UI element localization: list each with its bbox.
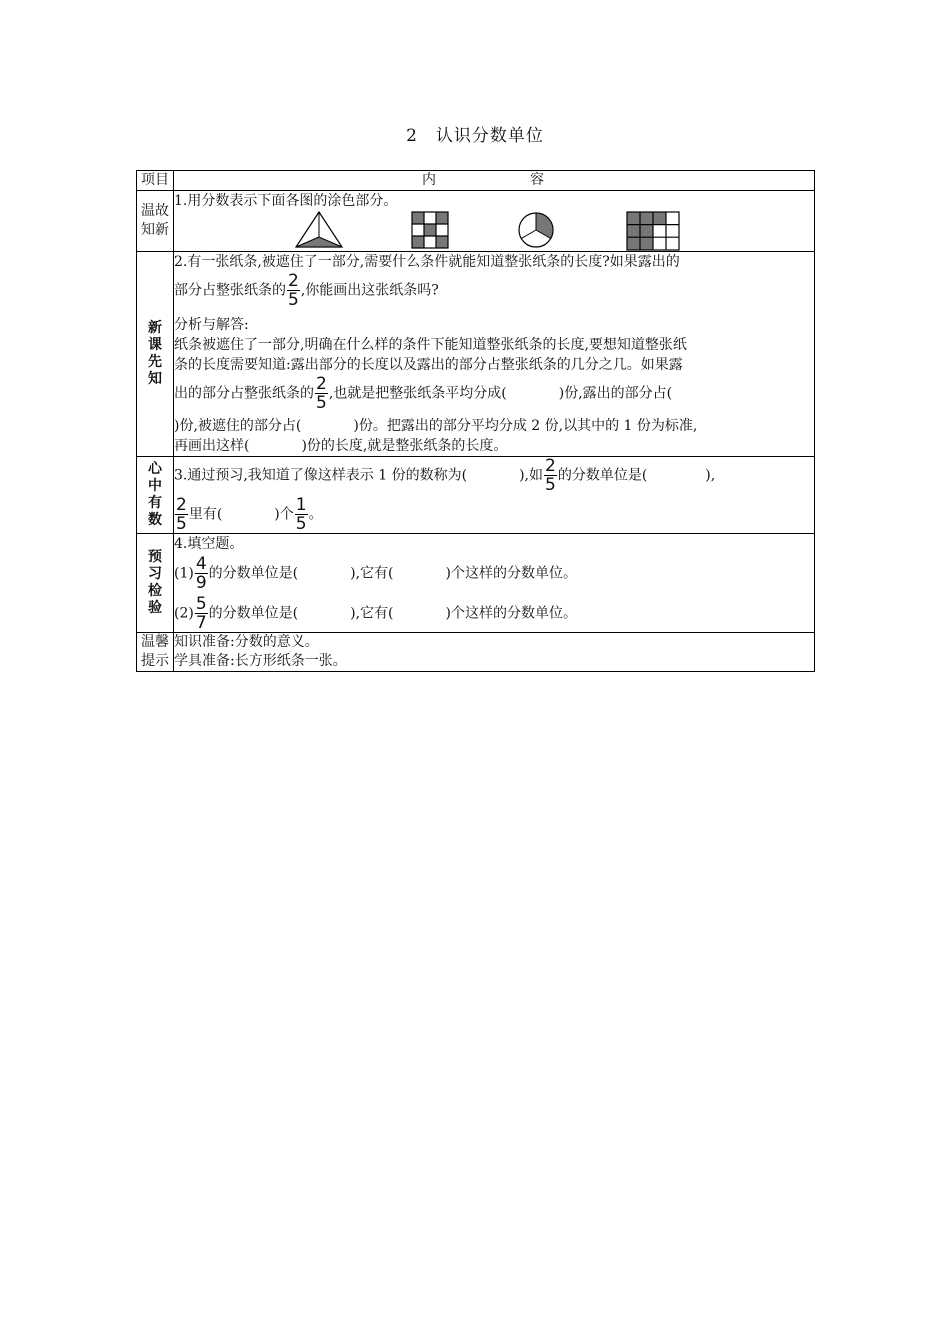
text: ,也就是把整张纸条平均分成( — [328, 385, 507, 402]
denominator: 5 — [316, 393, 327, 413]
mind-row — [137, 457, 815, 534]
denominator: 7 — [195, 613, 207, 633]
table-header-row — [137, 171, 815, 191]
numerator: 2 — [176, 495, 187, 515]
review-row — [137, 191, 815, 252]
text: 部分占整张纸条的 — [174, 282, 286, 299]
text: )份的长度,就是整张纸条的长度。 — [301, 438, 508, 454]
numerator: 5 — [195, 594, 207, 614]
analysis-line-4 — [174, 416, 814, 436]
denominator: 5 — [545, 475, 556, 495]
analysis-line-1: 纸条被遮住了一部分,明确在什么样的条件下能知道整张纸条的长度,要想知道整张纸 — [174, 337, 687, 353]
title-number: 2 — [406, 126, 418, 146]
mind-label — [137, 457, 174, 534]
tip-tools: 学具准备:长方形纸条一张。 — [174, 653, 347, 669]
numerator: 2 — [545, 456, 556, 476]
text: )份。把露出的部分平均分成 2 份,以其中的 1 份为标准, — [353, 418, 698, 434]
fraction — [295, 496, 308, 533]
label-char: 知 — [148, 371, 162, 387]
header-content: 内 容 — [174, 171, 815, 191]
text: 的分数单位是( — [557, 467, 648, 484]
label-char: 课 — [148, 337, 162, 353]
grid-3x4-figure — [626, 211, 680, 251]
title-text: 认识分数单位 — [435, 126, 544, 146]
denominator: 5 — [295, 514, 307, 534]
analysis-line-5 — [174, 436, 814, 456]
fraction — [315, 375, 328, 412]
review-label — [137, 191, 174, 252]
review-label-2: 知新 — [141, 222, 169, 238]
text: ),它有( — [350, 605, 394, 622]
fraction — [544, 457, 557, 494]
fraction — [287, 272, 300, 309]
text: 。 — [308, 506, 323, 523]
question-1: 1.用分数表示下面各图的涂色部分。 — [174, 193, 398, 209]
fraction — [195, 595, 208, 632]
question-4: 4.填空题。 — [174, 536, 244, 552]
tips-label — [137, 633, 174, 672]
text: 的分数单位是( — [208, 565, 299, 582]
tips-content — [174, 633, 815, 672]
text: )个这样的分数单位。 — [445, 565, 577, 582]
denominator: 5 — [176, 514, 187, 534]
analysis-line-2: 条的长度需要知道:露出部分的长度以及露出的部分占整张纸条的几分之几。如果露 — [174, 357, 683, 373]
numerator: 2 — [288, 271, 299, 291]
analysis-line-3 — [174, 375, 814, 412]
label-char: 有 — [148, 495, 162, 511]
label-char: 检 — [148, 583, 162, 599]
label-char: 数 — [148, 512, 162, 528]
denominator: 5 — [288, 290, 299, 310]
new-lesson-label — [137, 252, 174, 457]
item-index: (1) — [174, 565, 194, 582]
denominator: 9 — [195, 573, 207, 593]
text: )个这样的分数单位。 — [445, 605, 577, 622]
text: 里有( — [188, 506, 223, 523]
question-4-item-1 — [174, 555, 814, 592]
question-4-item-2 — [174, 595, 814, 632]
question-2-line-2 — [174, 272, 814, 309]
text: ),如 — [519, 467, 543, 484]
review-label-1: 温故 — [141, 203, 169, 219]
tip-knowledge: 知识准备:分数的意义。 — [174, 634, 319, 650]
label-char: 验 — [148, 600, 162, 616]
text: )个 — [274, 506, 294, 523]
preview-content — [174, 534, 815, 633]
preview-row — [137, 534, 815, 633]
text: ), — [705, 467, 716, 484]
numerator: 4 — [195, 554, 207, 574]
numerator: 2 — [316, 374, 327, 394]
new-lesson-row — [137, 252, 815, 457]
label-char: 中 — [148, 478, 162, 494]
fraction — [175, 496, 188, 533]
grid-3x3-figure — [411, 211, 449, 249]
analysis-heading: 分析与解答: — [174, 317, 249, 333]
label-char: 新 — [148, 320, 162, 336]
review-content — [174, 191, 815, 252]
label-char: 先 — [148, 354, 162, 370]
triangle-figure — [294, 211, 344, 249]
page-title — [0, 121, 950, 146]
text: 3.通过预习,我知道了像这样表示 1 份的数称为( — [174, 467, 468, 484]
circle-figure — [516, 211, 556, 249]
label-char: 预 — [148, 549, 162, 565]
item-index: (2) — [174, 605, 194, 622]
mind-content — [174, 457, 815, 534]
text: ),它有( — [350, 565, 394, 582]
text: 再画出这样( — [174, 438, 250, 454]
tips-label-2: 提示 — [141, 653, 169, 669]
question-3-line-1 — [174, 457, 814, 494]
question-3-line-2 — [174, 496, 814, 533]
tips-row — [137, 633, 815, 672]
worksheet-table — [136, 170, 815, 672]
text: ,你能画出这张纸条吗? — [300, 282, 439, 299]
text: )份,被遮住的部分占( — [174, 418, 302, 434]
header-item: 项目 — [137, 171, 174, 191]
text: 出的部分占整张纸条的 — [174, 385, 314, 402]
tips-label-1: 温馨 — [141, 634, 169, 650]
new-lesson-content — [174, 252, 815, 457]
numerator: 1 — [295, 495, 307, 515]
preview-label — [137, 534, 174, 633]
label-char: 心 — [148, 461, 162, 477]
text: )份,露出的部分占( — [558, 385, 673, 402]
text: 的分数单位是( — [208, 605, 299, 622]
figures-row — [174, 211, 814, 251]
label-char: 习 — [148, 566, 162, 582]
question-2-line-1: 2.有一张纸条,被遮住了一部分,需要什么条件就能知道整张纸条的长度?如果露出的 — [174, 254, 680, 270]
fraction — [195, 555, 208, 592]
